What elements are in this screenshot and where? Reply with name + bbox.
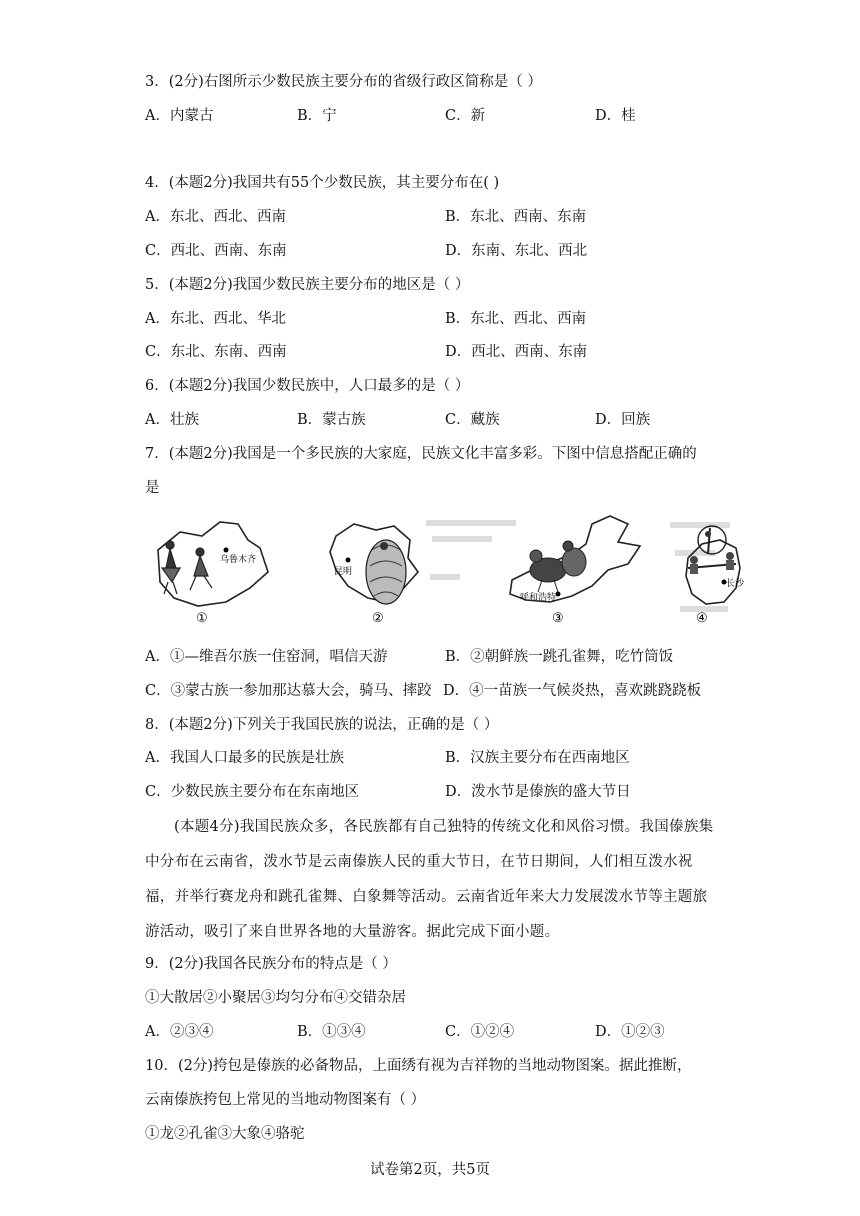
- q7-option-b: B．②朝鲜族一跳孔雀舞，吃竹筒饭: [445, 649, 674, 665]
- q9-option-b: B．①③④: [297, 1024, 366, 1040]
- q4-stem: 4．(本题2分)我国共有55个少数民族，其主要分布在( ): [145, 175, 500, 191]
- q5-stem: 5．(本题2分)我国少数民族主要分布的地区是（ ）: [145, 277, 470, 293]
- q7-option-c: C．③蒙古族一参加那达慕大会，骑马、摔跤: [145, 683, 432, 699]
- q4-option-b: B．东北、西南、东南: [445, 209, 587, 225]
- q3-stem: 3．(2分)右图所示少数民族主要分布的省级行政区简称是（ ）: [145, 74, 542, 90]
- q6-stem: 6．(本题2分)我国少数民族中，人口最多的是（ ）: [145, 378, 470, 394]
- city-label-4: 长沙: [726, 579, 745, 589]
- q6-option-b: B．蒙古族: [297, 412, 366, 428]
- q6-option-c: C．藏族: [445, 412, 500, 428]
- q8-stem: 8．(本题2分)下列关于我国民族的说法，正确的是（ ）: [145, 717, 499, 733]
- peacock-dancer-figure: [366, 540, 406, 604]
- q8-option-b: B．汉族主要分布在西南地区: [445, 750, 630, 766]
- q5-option-a: A．东北、西北、华北: [145, 311, 286, 327]
- q9-option-c: C．①②④: [445, 1024, 515, 1040]
- panel-number-1: ①: [196, 611, 208, 626]
- q3-option-c: C．新: [445, 108, 486, 124]
- q10-stem-line2: 云南傣族挎包上常见的当地动物图案有（ ）: [145, 1092, 426, 1108]
- q9-stem: 9．(2分)我国各民族分布的特点是（ ）: [145, 956, 397, 972]
- q5-option-c: C．东北、东南、西南: [145, 344, 287, 360]
- q8-option-d: D．泼水节是傣族的盛大节日: [445, 784, 631, 800]
- q10-items: ①龙②孔雀③大象④骆驼: [145, 1126, 305, 1142]
- q9-items: ①大散居②小聚居③均匀分布④交错杂居: [145, 990, 406, 1006]
- reading-passage: (本题4分)我国民族众多，各民族都有自己独特的传统文化和风俗习惯。我国傣族集中分布在云南省，泼水节是云南傣族人民的重大节日，在节日期间，人们相互泼水祝福，并举行赛龙舟和跳孔雀舞、白象舞等活动。云南省近年来大力发展泼水节等主题旅游活动，吸引了来自世界各地的大量游客。据此完成下面小题。: [145, 819, 714, 940]
- city-dot-2: [346, 558, 351, 563]
- q4-option-d: D．东南、东北、西北: [445, 243, 588, 259]
- city-label-1: 乌鲁木齐: [220, 555, 257, 565]
- map-panel-3: [510, 516, 640, 626]
- page-footer: 试卷第2页，共5页: [370, 1162, 490, 1178]
- dancers-figure: [162, 541, 212, 594]
- city-dot-3: [556, 592, 561, 597]
- q9-option-d: D．①②③: [595, 1024, 665, 1040]
- q7-stem-line1: 7．(本题2分)我国是一个多民族的大家庭，民族文化丰富多彩。下图中信息搭配正确的: [145, 446, 697, 462]
- panel-number-2: ②: [372, 611, 384, 626]
- q5-option-d: D．西北、西南、东南: [445, 344, 588, 360]
- map-panel-1: [158, 522, 268, 626]
- q5-option-b: B．东北、西北、西南: [445, 311, 587, 327]
- q7-figure: [140, 510, 745, 635]
- q7-stem-line2: 是: [145, 480, 160, 496]
- panel-number-3: ③: [552, 611, 564, 626]
- q10-stem-line1: 10．(2分)挎包是傣族的必备物品，上面绣有视为吉祥物的当地动物图案。据此推断，: [145, 1058, 692, 1074]
- q7-option-d: D．④一苗族一气候炎热，喜欢跳跷跷板: [443, 683, 702, 699]
- q8-option-a: A．我国人口最多的民族是壮族: [145, 750, 344, 766]
- q7-option-a: A．①—维吾尔族一住窑洞，唱信天游: [145, 649, 388, 665]
- q3-option-b: B．宁: [297, 108, 337, 124]
- q6-option-a: A．壮族: [145, 412, 199, 428]
- q4-option-a: A．东北、西北、西南: [145, 209, 286, 225]
- q6-option-d: D．回族: [595, 412, 651, 428]
- city-label-3: 呼和浩特: [520, 593, 557, 603]
- q8-option-c: C．少数民族主要分布在东南地区: [145, 784, 360, 800]
- q3-option-a: A．内蒙古: [145, 108, 214, 124]
- panel-number-4: ④: [696, 611, 708, 626]
- horse-wrestling-figure: [530, 541, 586, 592]
- q9-option-a: A．②③④: [145, 1024, 214, 1040]
- q3-option-d: D．桂: [595, 108, 636, 124]
- ethnic-maps-illustration: [140, 510, 745, 635]
- map-panel-2: [330, 524, 418, 626]
- q4-option-c: C．西北、西南、东南: [145, 243, 287, 259]
- city-dot-1: [224, 548, 229, 553]
- city-label-2: 昆明: [334, 567, 353, 577]
